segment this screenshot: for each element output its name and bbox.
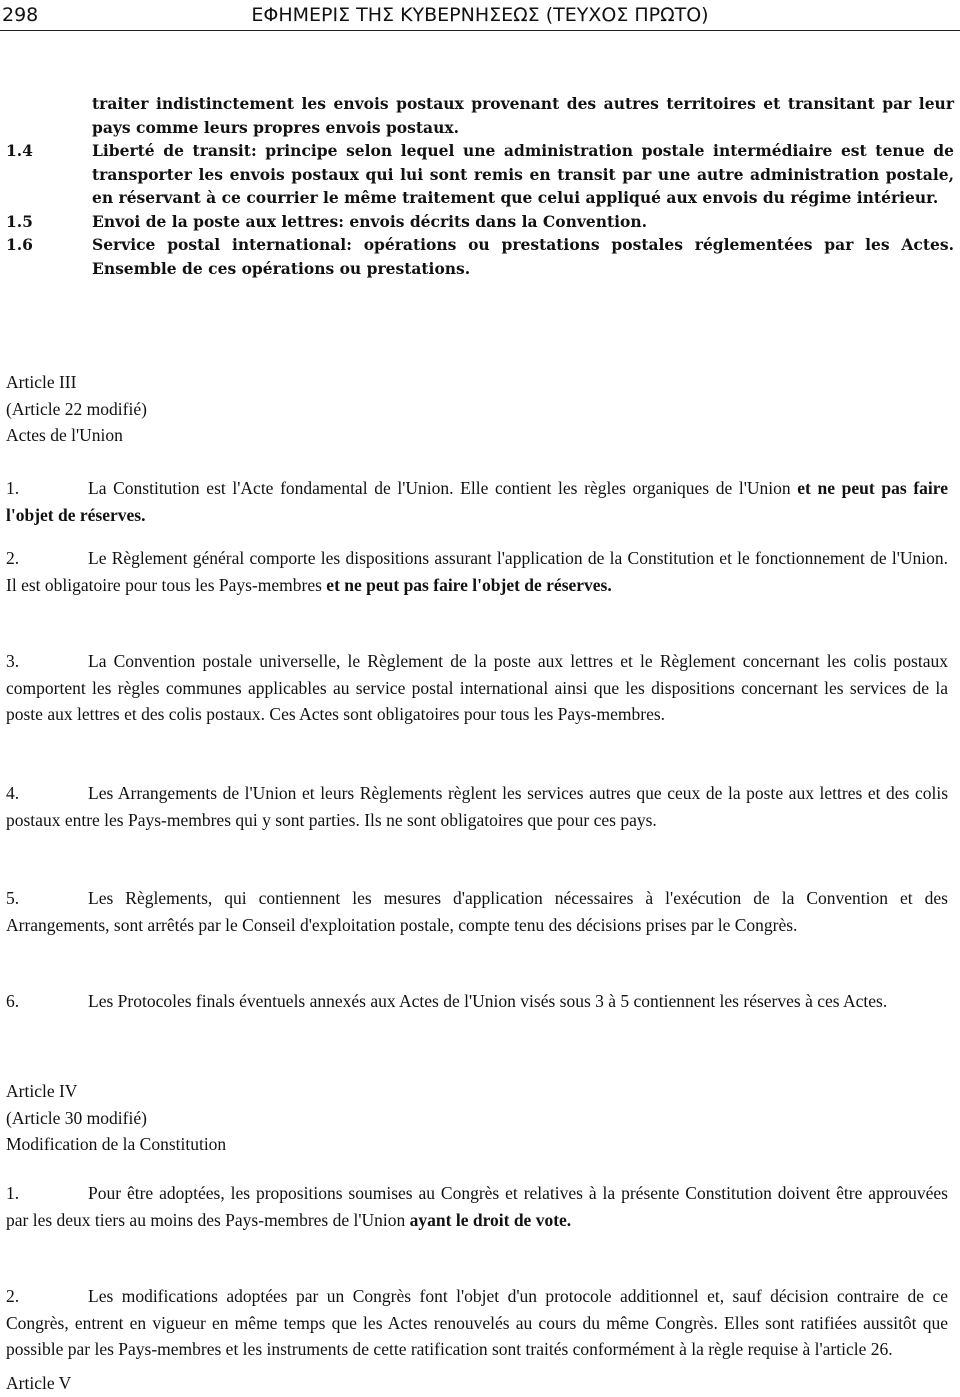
page-number: 298 bbox=[2, 4, 39, 26]
article-3-paragraph-2: 2. Le Règlement général comporte les dispositions assurant l'application de la Constitution et le fonctionnement de l'Union. Il est obligatoire pour tous les Pays-membres et ne peut pas faire l'objet de réserves. bbox=[6, 548, 948, 595]
article-3-paragraph-1: 1. La Constitution est l'Acte fondamental de l'Union. Elle contient les règles organiques de l'Union et ne peut pas faire l'objet de réserves. bbox=[6, 478, 948, 525]
article-3-paragraph-6: 6. Les Protocoles finals éventuels annexés aux Actes de l'Union visés sous 3 à 5 contiennent les réserves à ces Actes. bbox=[6, 991, 888, 1011]
definition-1-4 bbox=[6, 139, 954, 210]
journal-title: ΕΦΗΜΕΡΙΣ ΤΗΣ ΚΥΒΕΡΝΗΣΕΩΣ (ΤΕΥΧΟΣ ΠΡΩΤΟ) bbox=[251, 4, 709, 26]
article-5-heading: Article V bbox=[6, 1373, 72, 1393]
definitions-block bbox=[6, 92, 954, 280]
definition-1-6 bbox=[6, 233, 954, 280]
definition-continuation: traiter indistinctement les envois postaux provenant des autres territoires et transitant par leur pays comme leurs propres envois postaux. bbox=[92, 94, 954, 137]
definition-number: 1.6 bbox=[6, 235, 33, 254]
article-3-paragraph-3: 3. La Convention postale universelle, le Règlement de la poste aux lettres et le Règlement concernant les colis postaux comportent les règles communes applicables au service postal international ainsi que les dispositions concernant les services de la poste aux lettres et des colis postaux. Ces Actes sont obligatoires pour tous les Pays-membres. bbox=[6, 651, 948, 724]
definition-text: Liberté de transit: principe selon lequel une administration postale intermédiaire est tenue de transporter les envois postaux qui lui sont remis en transit par une autre administration postale, en réservant à ce courrier le même traitement que celui appliqué aux envois du régime intérieur. bbox=[92, 141, 954, 207]
article-3-heading: Article III (Article 22 modifié) Actes de l'Union bbox=[6, 372, 147, 445]
article-3-paragraph-4: 4. Les Arrangements de l'Union et leurs Règlements règlent les services autres que ceux de la poste aux lettres et des colis postaux entre les Pays-membres qui y sont parties. Ils ne sont obligatoires que pour ces pays. bbox=[6, 783, 948, 830]
definition-1-5 bbox=[6, 210, 954, 234]
article-4-heading: Article IV (Article 30 modifié) Modification de la Constitution bbox=[6, 1081, 227, 1154]
definition-number: 1.4 bbox=[6, 141, 33, 160]
article-4-paragraph-1: 1. Pour être adoptées, les propositions soumises au Congrès et relatives à la présente Constitution doivent être approuvées par les deux tiers au moins des Pays-membres de l'Union ayant le droit de vote. bbox=[6, 1183, 948, 1230]
definition-text: Envoi de la poste aux lettres: envois décrits dans la Convention. bbox=[92, 211, 648, 231]
definition-text: Service postal international: opérations ou prestations postales réglementées par les Actes. Ensemble de ces opérations ou prestations. bbox=[92, 235, 954, 278]
page-header bbox=[0, 0, 960, 31]
article-3-paragraph-5: 5. Les Règlements, qui contiennent les mesures d'application nécessaires à l'exécution de la Convention et des Arrangements, sont arrêtés par le Conseil d'exploitation postale, compte tenu des décisions prises par le Congrès. bbox=[6, 888, 948, 935]
definition-number: 1.5 bbox=[6, 211, 33, 231]
article-4-paragraph-2: 2. Les modifications adoptées par un Congrès font l'objet d'un protocole additionnel et, sauf décision contraire de ce Congrès, entrent en vigueur en même temps que les Actes renouvelés au cours du même Congrès. Elles sont ratifiées aussitôt que possible par les Pays-membres et les instruments de cette ratification sont traités conformément à la règle requise à l'article 26. bbox=[6, 1286, 948, 1359]
